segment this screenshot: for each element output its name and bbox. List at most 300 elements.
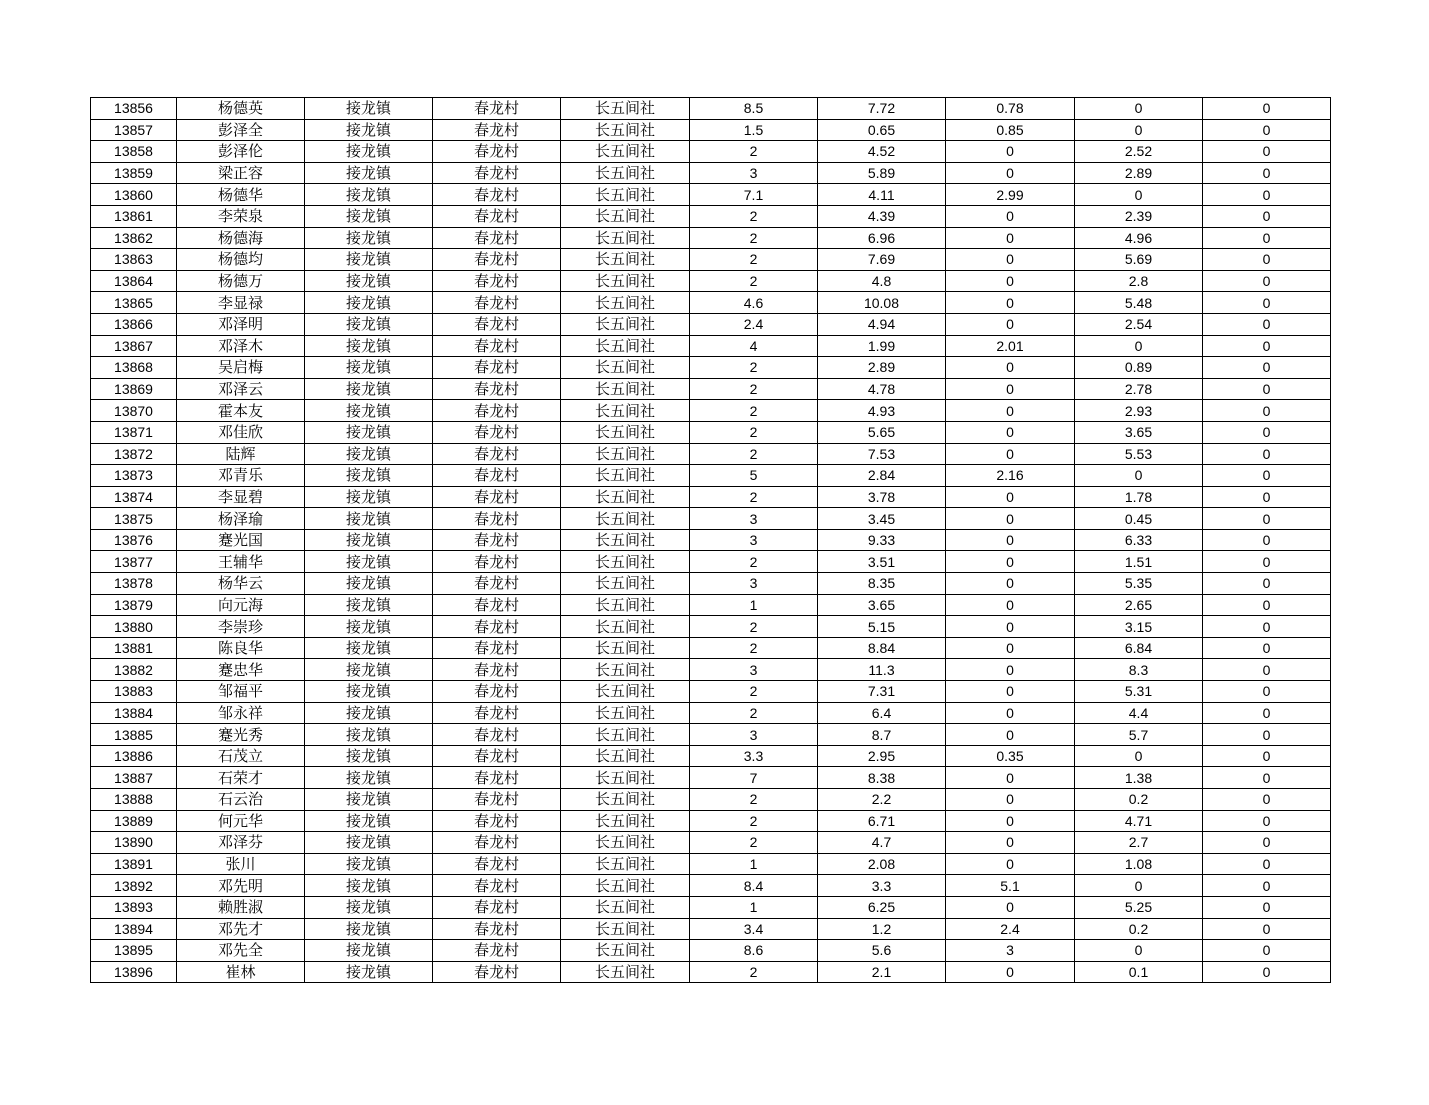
value-cell-5: 0: [1203, 594, 1331, 616]
village-cell: 春龙村: [433, 400, 561, 422]
town-cell: 接龙镇: [305, 810, 433, 832]
group-cell: 长五间社: [561, 465, 690, 487]
value-cell-1: 2: [690, 832, 818, 854]
village-cell: 春龙村: [433, 335, 561, 357]
value-cell-2: 2.2: [818, 789, 946, 811]
value-cell-2: 7.31: [818, 681, 946, 703]
data-table: [90, 97, 1331, 983]
value-cell-1: 2: [690, 249, 818, 271]
village-cell: 春龙村: [433, 767, 561, 789]
name-cell: 杨德海: [177, 227, 305, 249]
group-cell: 长五间社: [561, 875, 690, 897]
value-cell-2: 6.96: [818, 227, 946, 249]
name-cell: 邓泽芬: [177, 832, 305, 854]
value-cell-3: 0: [946, 961, 1075, 983]
value-cell-2: 2.1: [818, 961, 946, 983]
name-cell: 蹇光国: [177, 529, 305, 551]
name-cell: 陈良华: [177, 637, 305, 659]
value-cell-3: 0: [946, 313, 1075, 335]
village-cell: 春龙村: [433, 529, 561, 551]
value-cell-3: 0: [946, 292, 1075, 314]
town-cell: 接龙镇: [305, 249, 433, 271]
value-cell-2: 3.51: [818, 551, 946, 573]
town-cell: 接龙镇: [305, 616, 433, 638]
village-cell: 春龙村: [433, 702, 561, 724]
group-cell: 长五间社: [561, 378, 690, 400]
group-cell: 长五间社: [561, 702, 690, 724]
value-cell-2: 2.95: [818, 745, 946, 767]
table-row: [91, 681, 1331, 703]
id-cell: 13883: [91, 681, 177, 703]
name-cell: 李显禄: [177, 292, 305, 314]
town-cell: 接龙镇: [305, 443, 433, 465]
town-cell: 接龙镇: [305, 465, 433, 487]
value-cell-4: 3.15: [1075, 616, 1203, 638]
village-cell: 春龙村: [433, 940, 561, 962]
table-row: [91, 616, 1331, 638]
village-cell: 春龙村: [433, 810, 561, 832]
value-cell-3: 0: [946, 486, 1075, 508]
table-row: [91, 184, 1331, 206]
value-cell-4: 1.51: [1075, 551, 1203, 573]
value-cell-5: 0: [1203, 292, 1331, 314]
value-cell-2: 4.7: [818, 832, 946, 854]
town-cell: 接龙镇: [305, 724, 433, 746]
value-cell-3: 0: [946, 162, 1075, 184]
town-cell: 接龙镇: [305, 141, 433, 163]
value-cell-4: 6.33: [1075, 529, 1203, 551]
value-cell-4: 2.65: [1075, 594, 1203, 616]
value-cell-2: 2.08: [818, 853, 946, 875]
group-cell: 长五间社: [561, 896, 690, 918]
value-cell-1: 8.5: [690, 98, 818, 120]
value-cell-4: 0: [1075, 875, 1203, 897]
group-cell: 长五间社: [561, 832, 690, 854]
town-cell: 接龙镇: [305, 227, 433, 249]
value-cell-1: 3.4: [690, 918, 818, 940]
town-cell: 接龙镇: [305, 313, 433, 335]
name-cell: 邓泽木: [177, 335, 305, 357]
value-cell-2: 3.65: [818, 594, 946, 616]
village-cell: 春龙村: [433, 357, 561, 379]
town-cell: 接龙镇: [305, 335, 433, 357]
value-cell-1: 2: [690, 702, 818, 724]
id-cell: 13892: [91, 875, 177, 897]
value-cell-5: 0: [1203, 961, 1331, 983]
id-cell: 13867: [91, 335, 177, 357]
id-cell: 13858: [91, 141, 177, 163]
value-cell-5: 0: [1203, 896, 1331, 918]
value-cell-4: 0: [1075, 465, 1203, 487]
name-cell: 邓泽明: [177, 313, 305, 335]
group-cell: 长五间社: [561, 637, 690, 659]
name-cell: 彭泽伦: [177, 141, 305, 163]
value-cell-2: 1.2: [818, 918, 946, 940]
value-cell-4: 2.39: [1075, 205, 1203, 227]
id-cell: 13890: [91, 832, 177, 854]
value-cell-2: 1.99: [818, 335, 946, 357]
value-cell-1: 2: [690, 551, 818, 573]
town-cell: 接龙镇: [305, 205, 433, 227]
group-cell: 长五间社: [561, 573, 690, 595]
value-cell-2: 4.93: [818, 400, 946, 422]
id-cell: 13878: [91, 573, 177, 595]
value-cell-1: 2.4: [690, 313, 818, 335]
value-cell-4: 2.7: [1075, 832, 1203, 854]
id-cell: 13887: [91, 767, 177, 789]
name-cell: 蹇忠华: [177, 659, 305, 681]
name-cell: 李荣泉: [177, 205, 305, 227]
table-row: [91, 313, 1331, 335]
table-row: [91, 918, 1331, 940]
id-cell: 13869: [91, 378, 177, 400]
town-cell: 接龙镇: [305, 853, 433, 875]
id-cell: 13862: [91, 227, 177, 249]
value-cell-4: 0.2: [1075, 789, 1203, 811]
value-cell-5: 0: [1203, 335, 1331, 357]
table-row: [91, 357, 1331, 379]
name-cell: 杨德华: [177, 184, 305, 206]
table-row: [91, 98, 1331, 120]
value-cell-2: 4.11: [818, 184, 946, 206]
value-cell-5: 0: [1203, 119, 1331, 141]
table-row: [91, 594, 1331, 616]
value-cell-4: 2.89: [1075, 162, 1203, 184]
value-cell-5: 0: [1203, 616, 1331, 638]
table-row: [91, 702, 1331, 724]
value-cell-1: 2: [690, 637, 818, 659]
group-cell: 长五间社: [561, 205, 690, 227]
id-cell: 13879: [91, 594, 177, 616]
town-cell: 接龙镇: [305, 292, 433, 314]
town-cell: 接龙镇: [305, 896, 433, 918]
value-cell-2: 5.6: [818, 940, 946, 962]
value-cell-2: 10.08: [818, 292, 946, 314]
value-cell-3: 0: [946, 227, 1075, 249]
value-cell-5: 0: [1203, 832, 1331, 854]
value-cell-1: 2: [690, 443, 818, 465]
group-cell: 长五间社: [561, 313, 690, 335]
id-cell: 13891: [91, 853, 177, 875]
table-row: [91, 573, 1331, 595]
value-cell-3: 0: [946, 270, 1075, 292]
value-cell-1: 8.4: [690, 875, 818, 897]
table-row: [91, 767, 1331, 789]
group-cell: 长五间社: [561, 940, 690, 962]
id-cell: 13877: [91, 551, 177, 573]
value-cell-2: 0.65: [818, 119, 946, 141]
village-cell: 春龙村: [433, 205, 561, 227]
table-row: [91, 896, 1331, 918]
id-cell: 13886: [91, 745, 177, 767]
group-cell: 长五间社: [561, 443, 690, 465]
value-cell-4: 0.45: [1075, 508, 1203, 530]
value-cell-1: 2: [690, 961, 818, 983]
value-cell-5: 0: [1203, 875, 1331, 897]
name-cell: 赖胜淑: [177, 896, 305, 918]
table-row: [91, 961, 1331, 983]
village-cell: 春龙村: [433, 162, 561, 184]
table-row: [91, 335, 1331, 357]
value-cell-3: 2.16: [946, 465, 1075, 487]
table-row: [91, 789, 1331, 811]
value-cell-3: 0: [946, 205, 1075, 227]
town-cell: 接龙镇: [305, 940, 433, 962]
value-cell-2: 5.65: [818, 421, 946, 443]
value-cell-5: 0: [1203, 357, 1331, 379]
id-cell: 13868: [91, 357, 177, 379]
village-cell: 春龙村: [433, 98, 561, 120]
value-cell-3: 0: [946, 853, 1075, 875]
value-cell-3: 0: [946, 637, 1075, 659]
value-cell-5: 0: [1203, 443, 1331, 465]
group-cell: 长五间社: [561, 292, 690, 314]
town-cell: 接龙镇: [305, 119, 433, 141]
value-cell-5: 0: [1203, 637, 1331, 659]
value-cell-5: 0: [1203, 745, 1331, 767]
id-cell: 13856: [91, 98, 177, 120]
id-cell: 13884: [91, 702, 177, 724]
name-cell: 邓先全: [177, 940, 305, 962]
village-cell: 春龙村: [433, 270, 561, 292]
value-cell-1: 3: [690, 659, 818, 681]
value-cell-5: 0: [1203, 400, 1331, 422]
table-row: [91, 486, 1331, 508]
value-cell-4: 5.69: [1075, 249, 1203, 271]
value-cell-4: 0: [1075, 119, 1203, 141]
value-cell-3: 0: [946, 573, 1075, 595]
table-row: [91, 465, 1331, 487]
id-cell: 13864: [91, 270, 177, 292]
name-cell: 李显碧: [177, 486, 305, 508]
value-cell-5: 0: [1203, 227, 1331, 249]
value-cell-3: 0: [946, 896, 1075, 918]
value-cell-4: 5.31: [1075, 681, 1203, 703]
group-cell: 长五间社: [561, 486, 690, 508]
table-row: [91, 205, 1331, 227]
group-cell: 长五间社: [561, 767, 690, 789]
value-cell-3: 5.1: [946, 875, 1075, 897]
table-row: [91, 659, 1331, 681]
value-cell-5: 0: [1203, 378, 1331, 400]
group-cell: 长五间社: [561, 421, 690, 443]
value-cell-5: 0: [1203, 681, 1331, 703]
value-cell-3: 0: [946, 659, 1075, 681]
table-row: [91, 551, 1331, 573]
value-cell-4: 1.38: [1075, 767, 1203, 789]
table-row: [91, 141, 1331, 163]
value-cell-4: 0.89: [1075, 357, 1203, 379]
value-cell-2: 5.15: [818, 616, 946, 638]
town-cell: 接龙镇: [305, 961, 433, 983]
village-cell: 春龙村: [433, 832, 561, 854]
value-cell-1: 5: [690, 465, 818, 487]
value-cell-4: 2.78: [1075, 378, 1203, 400]
table-row: [91, 745, 1331, 767]
value-cell-2: 7.69: [818, 249, 946, 271]
value-cell-3: 0: [946, 551, 1075, 573]
group-cell: 长五间社: [561, 249, 690, 271]
value-cell-1: 1.5: [690, 119, 818, 141]
value-cell-3: 0: [946, 357, 1075, 379]
name-cell: 王辅华: [177, 551, 305, 573]
value-cell-1: 2: [690, 810, 818, 832]
value-cell-1: 7: [690, 767, 818, 789]
value-cell-2: 4.39: [818, 205, 946, 227]
name-cell: 邓先明: [177, 875, 305, 897]
value-cell-5: 0: [1203, 249, 1331, 271]
value-cell-4: 4.96: [1075, 227, 1203, 249]
value-cell-5: 0: [1203, 162, 1331, 184]
id-cell: 13893: [91, 896, 177, 918]
value-cell-3: 0: [946, 249, 1075, 271]
value-cell-4: 0.2: [1075, 918, 1203, 940]
name-cell: 石云治: [177, 789, 305, 811]
group-cell: 长五间社: [561, 551, 690, 573]
value-cell-2: 8.35: [818, 573, 946, 595]
name-cell: 杨德英: [177, 98, 305, 120]
name-cell: 邹福平: [177, 681, 305, 703]
town-cell: 接龙镇: [305, 875, 433, 897]
name-cell: 杨德万: [177, 270, 305, 292]
value-cell-5: 0: [1203, 98, 1331, 120]
value-cell-5: 0: [1203, 205, 1331, 227]
village-cell: 春龙村: [433, 141, 561, 163]
town-cell: 接龙镇: [305, 378, 433, 400]
id-cell: 13876: [91, 529, 177, 551]
value-cell-3: 0: [946, 529, 1075, 551]
value-cell-4: 5.35: [1075, 573, 1203, 595]
value-cell-4: 1.08: [1075, 853, 1203, 875]
town-cell: 接龙镇: [305, 745, 433, 767]
value-cell-1: 2: [690, 205, 818, 227]
table-row: [91, 443, 1331, 465]
value-cell-3: 0.85: [946, 119, 1075, 141]
village-cell: 春龙村: [433, 918, 561, 940]
value-cell-4: 5.25: [1075, 896, 1203, 918]
value-cell-1: 1: [690, 896, 818, 918]
value-cell-5: 0: [1203, 789, 1331, 811]
id-cell: 13894: [91, 918, 177, 940]
id-cell: 13857: [91, 119, 177, 141]
value-cell-3: 0: [946, 832, 1075, 854]
value-cell-4: 2.8: [1075, 270, 1203, 292]
village-cell: 春龙村: [433, 724, 561, 746]
group-cell: 长五间社: [561, 270, 690, 292]
name-cell: 何元华: [177, 810, 305, 832]
value-cell-1: 1: [690, 853, 818, 875]
id-cell: 13880: [91, 616, 177, 638]
value-cell-5: 0: [1203, 486, 1331, 508]
value-cell-1: 2: [690, 357, 818, 379]
value-cell-1: 2: [690, 421, 818, 443]
village-cell: 春龙村: [433, 853, 561, 875]
id-cell: 13861: [91, 205, 177, 227]
group-cell: 长五间社: [561, 681, 690, 703]
value-cell-3: 0: [946, 400, 1075, 422]
value-cell-2: 3.78: [818, 486, 946, 508]
table-row: [91, 810, 1331, 832]
value-cell-1: 4.6: [690, 292, 818, 314]
group-cell: 长五间社: [561, 98, 690, 120]
value-cell-4: 0: [1075, 335, 1203, 357]
value-cell-4: 4.71: [1075, 810, 1203, 832]
village-cell: 春龙村: [433, 875, 561, 897]
name-cell: 邓青乐: [177, 465, 305, 487]
town-cell: 接龙镇: [305, 400, 433, 422]
group-cell: 长五间社: [561, 659, 690, 681]
name-cell: 杨德均: [177, 249, 305, 271]
value-cell-2: 6.71: [818, 810, 946, 832]
value-cell-1: 2: [690, 400, 818, 422]
value-cell-4: 0: [1075, 745, 1203, 767]
value-cell-2: 2.89: [818, 357, 946, 379]
value-cell-1: 2: [690, 227, 818, 249]
value-cell-4: 2.93: [1075, 400, 1203, 422]
village-cell: 春龙村: [433, 594, 561, 616]
town-cell: 接龙镇: [305, 659, 433, 681]
id-cell: 13874: [91, 486, 177, 508]
value-cell-1: 2: [690, 789, 818, 811]
group-cell: 长五间社: [561, 119, 690, 141]
village-cell: 春龙村: [433, 637, 561, 659]
table-row: [91, 853, 1331, 875]
id-cell: 13889: [91, 810, 177, 832]
village-cell: 春龙村: [433, 184, 561, 206]
value-cell-4: 5.48: [1075, 292, 1203, 314]
value-cell-4: 0: [1075, 184, 1203, 206]
table-row: [91, 400, 1331, 422]
town-cell: 接龙镇: [305, 789, 433, 811]
village-cell: 春龙村: [433, 745, 561, 767]
value-cell-5: 0: [1203, 529, 1331, 551]
name-cell: 梁正容: [177, 162, 305, 184]
town-cell: 接龙镇: [305, 594, 433, 616]
town-cell: 接龙镇: [305, 551, 433, 573]
village-cell: 春龙村: [433, 681, 561, 703]
value-cell-3: 0: [946, 594, 1075, 616]
value-cell-3: 0: [946, 724, 1075, 746]
value-cell-2: 7.72: [818, 98, 946, 120]
id-cell: 13872: [91, 443, 177, 465]
town-cell: 接龙镇: [305, 162, 433, 184]
value-cell-2: 6.4: [818, 702, 946, 724]
group-cell: 长五间社: [561, 508, 690, 530]
table-row: [91, 529, 1331, 551]
group-cell: 长五间社: [561, 961, 690, 983]
village-cell: 春龙村: [433, 573, 561, 595]
value-cell-2: 2.84: [818, 465, 946, 487]
value-cell-1: 3: [690, 529, 818, 551]
value-cell-4: 5.7: [1075, 724, 1203, 746]
value-cell-2: 4.52: [818, 141, 946, 163]
value-cell-1: 2: [690, 141, 818, 163]
value-cell-4: 4.4: [1075, 702, 1203, 724]
id-cell: 13871: [91, 421, 177, 443]
name-cell: 陆辉: [177, 443, 305, 465]
group-cell: 长五间社: [561, 724, 690, 746]
table-body: [91, 98, 1331, 983]
value-cell-3: 3: [946, 940, 1075, 962]
table-row: [91, 292, 1331, 314]
value-cell-5: 0: [1203, 724, 1331, 746]
village-cell: 春龙村: [433, 896, 561, 918]
table-row: [91, 724, 1331, 746]
id-cell: 13859: [91, 162, 177, 184]
name-cell: 彭泽全: [177, 119, 305, 141]
value-cell-2: 4.8: [818, 270, 946, 292]
value-cell-1: 3: [690, 508, 818, 530]
